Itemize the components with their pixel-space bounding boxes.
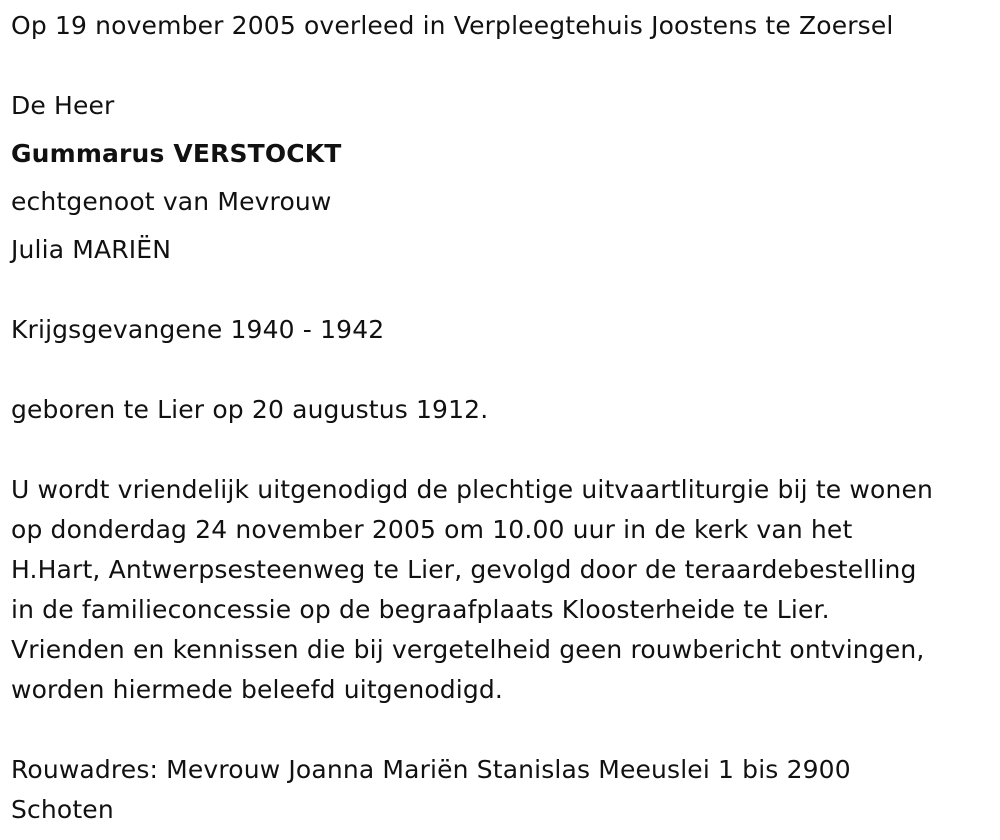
birth-line: geboren te Lier op 20 augustus 1912. — [11, 395, 489, 424]
invitation-line: U wordt vriendelijk uitgenodigd de plechtige uitvaartliturgie bij te wonen — [11, 475, 933, 504]
invitation-line: Vrienden en kennissen die bij vergetelheid geen rouwbericht ontvingen, — [11, 635, 925, 664]
invitation-line: in de familieconcessie op de begraafplaats Kloosterheide te Lier. — [11, 595, 830, 624]
address-line: Rouwadres: Mevrouw Joanna Mariën Stanislas Meeuslei 1 bis 2900 — [11, 755, 851, 784]
invitation-line: H.Hart, Antwerpsesteenweg te Lier, gevolgd door de teraardebestelling — [11, 555, 917, 584]
address-line: Schoten — [11, 795, 114, 824]
deceased-name: Gummarus VERSTOCKT — [11, 139, 342, 168]
opening-line: Op 19 november 2005 overleed in Verpleegtehuis Joostens te Zoersel — [11, 11, 894, 40]
war-note: Krijgsgevangene 1940 - 1942 — [11, 315, 385, 344]
spouse-name: Julia MARIËN — [11, 235, 172, 264]
invitation-paragraph — [11, 470, 996, 710]
spouse-label: echtgenoot van Mevrouw — [11, 187, 332, 216]
invitation-line: worden hiermede beleefd uitgenodigd. — [11, 675, 504, 704]
invitation-line: op donderdag 24 november 2005 om 10.00 uur in de kerk van het — [11, 515, 853, 544]
address-block — [11, 750, 996, 830]
honorific: De Heer — [11, 91, 115, 120]
